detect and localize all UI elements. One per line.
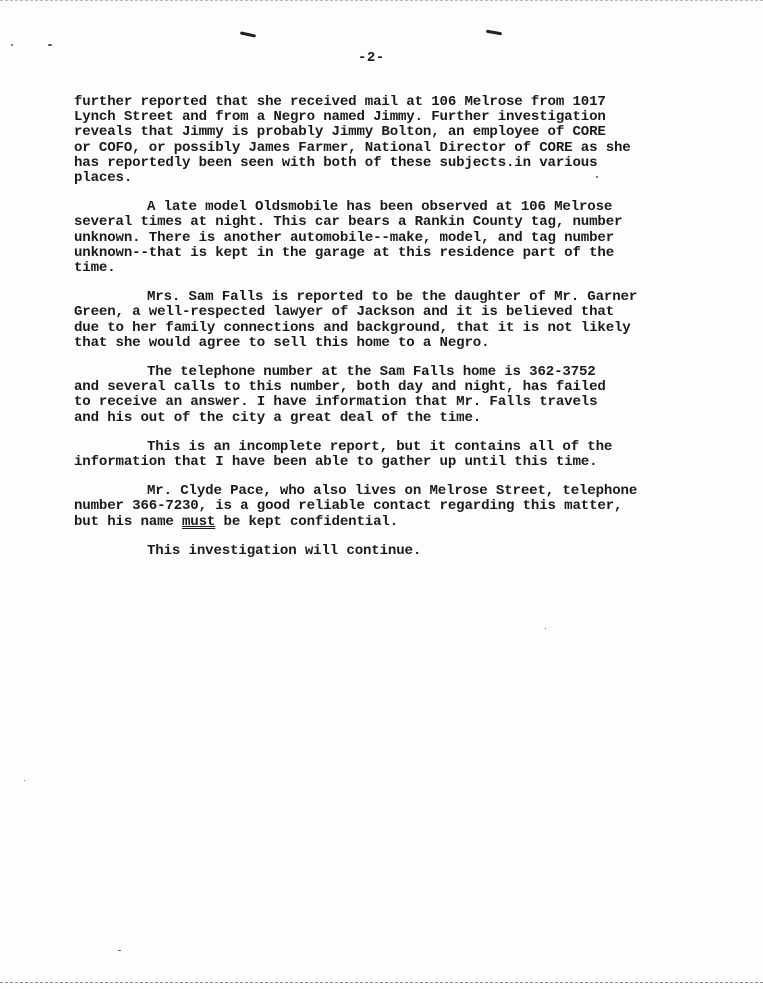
paragraph-5 xyxy=(74,440,684,470)
scan-speck xyxy=(48,44,52,46)
text-line: or COFO, or possibly James Farmer, National Director of CORE as she xyxy=(74,139,631,156)
text-line: several times at night. This car bears a Rankin County tag, number xyxy=(74,214,623,231)
text-line-prefix: but his name xyxy=(74,513,182,530)
paragraph-3 xyxy=(74,290,684,351)
text-line: has reportedly been seen with both of these subjects.in various xyxy=(74,154,598,171)
text-line: Mr. Clyde Pace, who also lives on Melrose Street, telephone xyxy=(147,483,638,500)
text-line: to receive an answer. I have information that Mr. Falls travels xyxy=(74,394,598,411)
text-line: Green, a well-respected lawyer of Jackson and it is believed that xyxy=(74,304,614,321)
scan-speck xyxy=(24,780,25,781)
scan-speck xyxy=(545,628,546,629)
text-line: This investigation will continue. xyxy=(147,542,422,559)
page-number: -2- xyxy=(358,50,385,66)
underlined-word: must xyxy=(182,513,216,530)
text-line: Lynch Street and from a Negro named Jimmy. Further investigation xyxy=(74,109,606,126)
text-line: time. xyxy=(74,260,116,277)
scan-speck xyxy=(118,950,121,951)
paragraph-7 xyxy=(74,544,684,559)
text-line: The telephone number at the Sam Falls home is 362-3752 xyxy=(147,364,596,381)
text-line: due to her family connections and background, that it is not likely xyxy=(74,319,631,336)
paragraph-4 xyxy=(74,365,684,426)
text-line: number 366-7230, is a good reliable contact regarding this matter, xyxy=(74,498,623,515)
paragraph-1 xyxy=(74,95,684,186)
text-line: places. xyxy=(74,170,133,187)
scan-mark-right xyxy=(486,30,502,36)
text-line: This is an incomplete report, but it contains all of the xyxy=(147,438,613,455)
text-line: unknown. There is another automobile--make, model, and tag number xyxy=(74,229,614,246)
text-line-suffix: be kept confidential. xyxy=(215,513,399,530)
text-line: unknown--that is kept in the garage at this residence part of the xyxy=(74,244,614,261)
scan-mark-left xyxy=(240,31,256,37)
scan-speck xyxy=(11,44,13,46)
text-line: Mrs. Sam Falls is reported to be the daughter of Mr. Garner xyxy=(147,289,638,306)
text-line: that she would agree to sell this home to a Negro. xyxy=(74,334,490,351)
text-line: reveals that Jimmy is probably Jimmy Bolton, an employee of CORE xyxy=(74,124,606,141)
report-body xyxy=(74,95,684,573)
text-line: information that I have been able to gather up until this time. xyxy=(74,454,598,471)
text-line: further reported that she received mail at 106 Melrose from 1017 xyxy=(74,94,606,110)
bottom-edge-rule xyxy=(0,982,763,983)
text-line: A late model Oldsmobile has been observed at 106 Melrose xyxy=(147,199,613,216)
text-line: and his out of the city a great deal of the time. xyxy=(74,409,482,426)
paragraph-2 xyxy=(74,200,684,276)
paragraph-6 xyxy=(74,484,684,530)
text-line: and several calls to this number, both day and night, has failed xyxy=(74,379,606,396)
top-edge-dots xyxy=(0,0,763,4)
